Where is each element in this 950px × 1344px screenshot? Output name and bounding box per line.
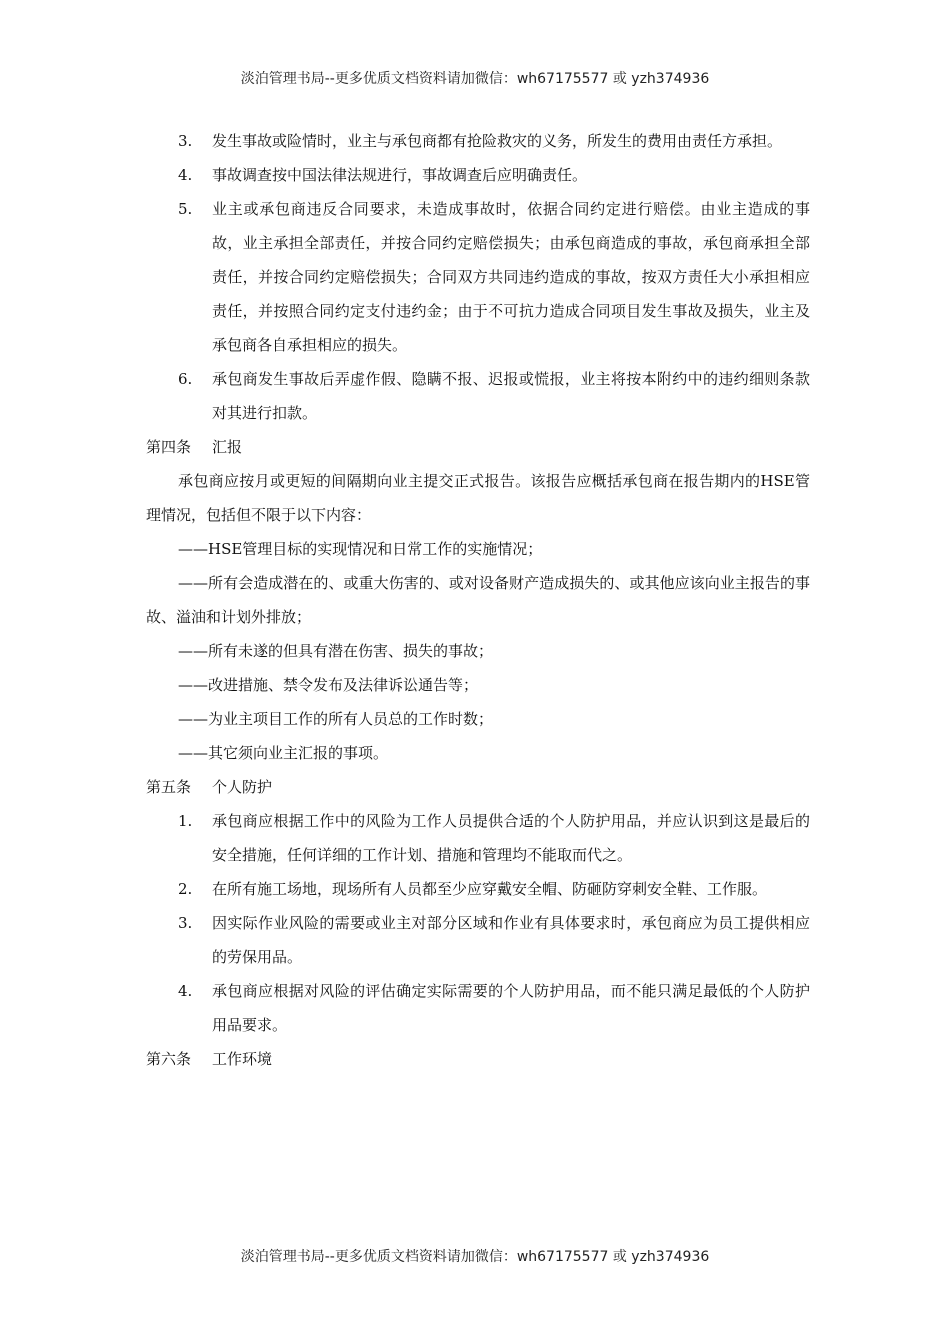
list-item: [146, 974, 810, 1042]
dash-item: ——改进措施、禁令发布及法律诉讼通告等；: [178, 676, 479, 694]
document-body: [146, 124, 810, 1076]
item-text: 承包商应根据对风险的评估确定实际需要的个人防护用品，而不能只满足最低的个人防护用品要求。: [212, 982, 810, 1034]
section-heading-5: [146, 770, 810, 804]
item-text: 发生事故或险情时，业主与承包商都有抢险救灾的义务，所发生的费用由责任方承担。: [212, 132, 783, 150]
page-header: 淡泊管理书局--更多优质文档资料请加微信：wh67175577 或 yzh374936: [240, 71, 710, 87]
item-number: 3.: [178, 914, 193, 932]
section-heading-6: [146, 1042, 810, 1076]
item-text: 承包商应根据工作中的风险为工作人员提供合适的个人防护用品，并应认识到这是最后的安全措施，任何详细的工作计划、措施和管理均不能取而代之。: [212, 812, 810, 864]
item-text: 事故调查按中国法律法规进行，事故调查后应明确责任。: [212, 166, 588, 184]
dash-item: ——HSE管理目标的实现情况和日常工作的实施情况；: [178, 540, 543, 558]
item-number: 1.: [178, 812, 193, 830]
item-number: 5.: [178, 200, 193, 218]
article-title: 工作环境: [212, 1050, 273, 1068]
article-label: 第四条: [146, 438, 192, 456]
item-text: 在所有施工场地，现场所有人员都至少应穿戴安全帽、防砸防穿刺安全鞋、工作服。: [212, 880, 768, 898]
dash-item: ——其它须向业主汇报的事项。: [178, 744, 389, 762]
dash-item: ——所有会造成潜在的、或重大伤害的、或对设备财产造成损失的、或其他应该向业主报告的事故、溢油和计划外排放；: [146, 574, 810, 626]
item-number: 4.: [178, 982, 193, 1000]
dash-item: ——为业主项目工作的所有人员总的工作时数；: [178, 710, 494, 728]
section-intro: 承包商应按月或更短的间隔期向业主提交正式报告。该报告应概括承包商在报告期内的HSE管理情况，包括但不限于以下内容：: [146, 472, 810, 524]
item-number: 6.: [178, 370, 193, 388]
list-item: [146, 124, 810, 158]
article-title: 个人防护: [212, 778, 273, 796]
page-footer: 淡泊管理书局--更多优质文档资料请加微信：wh67175577 或 yzh374936: [240, 1249, 710, 1265]
list-item: [146, 362, 810, 430]
list-item: [146, 906, 810, 974]
item-number: 2.: [178, 880, 193, 898]
list-item: [146, 158, 810, 192]
article-label: 第五条: [146, 778, 192, 796]
article-label: 第六条: [146, 1050, 192, 1068]
item-text: 因实际作业风险的需要或业主对部分区域和作业有具体要求时，承包商应为员工提供相应的劳保用品。: [212, 914, 810, 966]
article-title: 汇报: [212, 438, 243, 456]
item-number: 3.: [178, 132, 193, 150]
section-heading-4: [146, 430, 810, 464]
item-text: 业主或承包商违反合同要求，未造成事故时，依据合同约定进行赔偿。由业主造成的事故，业主承担全部责任，并按合同约定赔偿损失；由承包商造成的事故，承包商承担全部责任，并按合同约定赔偿损失；合同双方共同违约造成的事故，按双方责任大小承担相应责任，并按照合同约定支付违约金；由于不可抗力造成合同项目发生事故及损失，业主及承包商各自承担相应的损失。: [212, 200, 810, 354]
item-text: 承包商发生事故后弄虚作假、隐瞒不报、迟报或慌报，业主将按本附约中的违约细则条款对其进行扣款。: [212, 370, 810, 422]
list-item: [146, 192, 810, 362]
item-number: 4.: [178, 166, 193, 184]
dash-item: ——所有未遂的但具有潜在伤害、损失的事故；: [178, 642, 494, 660]
list-item: [146, 872, 810, 906]
list-item: [146, 804, 810, 872]
